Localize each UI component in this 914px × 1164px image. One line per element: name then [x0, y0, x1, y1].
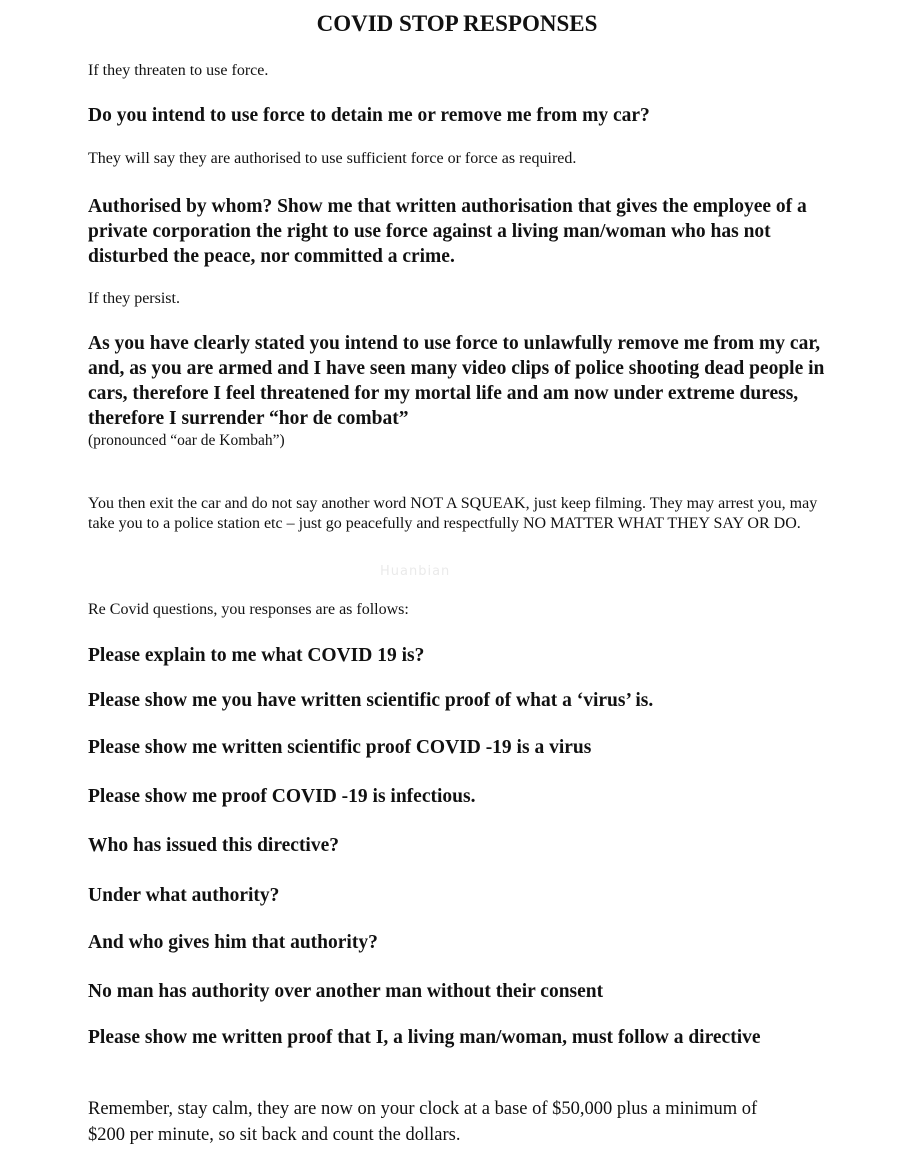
consent-statement: No man has authority over another man without their consent [88, 981, 604, 1002]
covid-questions-intro: Re Covid questions, you responses are as follows: [88, 601, 409, 618]
threaten-force-note: If they threaten to use force. [88, 62, 269, 79]
question-authority: Under what authority? [88, 885, 280, 906]
question-directive-proof: Please show me written proof that I, a living man/woman, must follow a directive [88, 1027, 761, 1048]
question-covid-virus-proof: Please show me written scientific proof COVID -19 is a virus [88, 737, 592, 758]
authorised-note: They will say they are authorised to use sufficient force or force as required. [88, 150, 577, 167]
duress-statement-text: As you have clearly stated you intend to use force to unlawfully remove me from my car, and, as you are armed and I have seen many video clips of police shooting dead people in cars, therefore I feel threatened for my mortal life and am now under extreme duress, therefore I surrender “hor de combat” [88, 333, 825, 429]
question-authority-source: And who gives him that authority? [88, 932, 378, 953]
pronunciation-note: (pronounced “oar de Kombah”) [88, 432, 285, 449]
question-covid-definition: Please explain to me what COVID 19 is? [88, 645, 425, 666]
persist-note: If they persist. [88, 290, 180, 307]
page-title: COVID STOP RESPONSES [316, 11, 598, 36]
question-virus-proof: Please show me you have written scientific proof of what a ‘virus’ is. [88, 690, 654, 711]
exit-instruction: You then exit the car and do not say another word NOT A SQUEAK, just keep filming. They may arrest you, may take you to a police station etc – just go peacefully and respectfully NO MATTER WHAT THEY SAY OR DO. [88, 495, 818, 532]
duress-statement [88, 331, 848, 451]
closing-reminder: Remember, stay calm, they are now on your clock at a base of $50,000 plus a minimum of $200 per minute, so sit back and count the dollars. [88, 1099, 758, 1145]
authorisation-response: Authorised by whom? Show me that written authorisation that gives the employee of a private corporation the right to use force against a living man/woman who has not disturbed the peace, nor committed a crime. [88, 196, 807, 267]
force-question: Do you intend to use force to detain me or remove me from my car? [88, 105, 650, 126]
question-directive-issuer: Who has issued this directive? [88, 835, 340, 856]
question-infectious-proof: Please show me proof COVID -19 is infectious. [88, 786, 476, 807]
watermark: Huanbian [380, 564, 451, 579]
